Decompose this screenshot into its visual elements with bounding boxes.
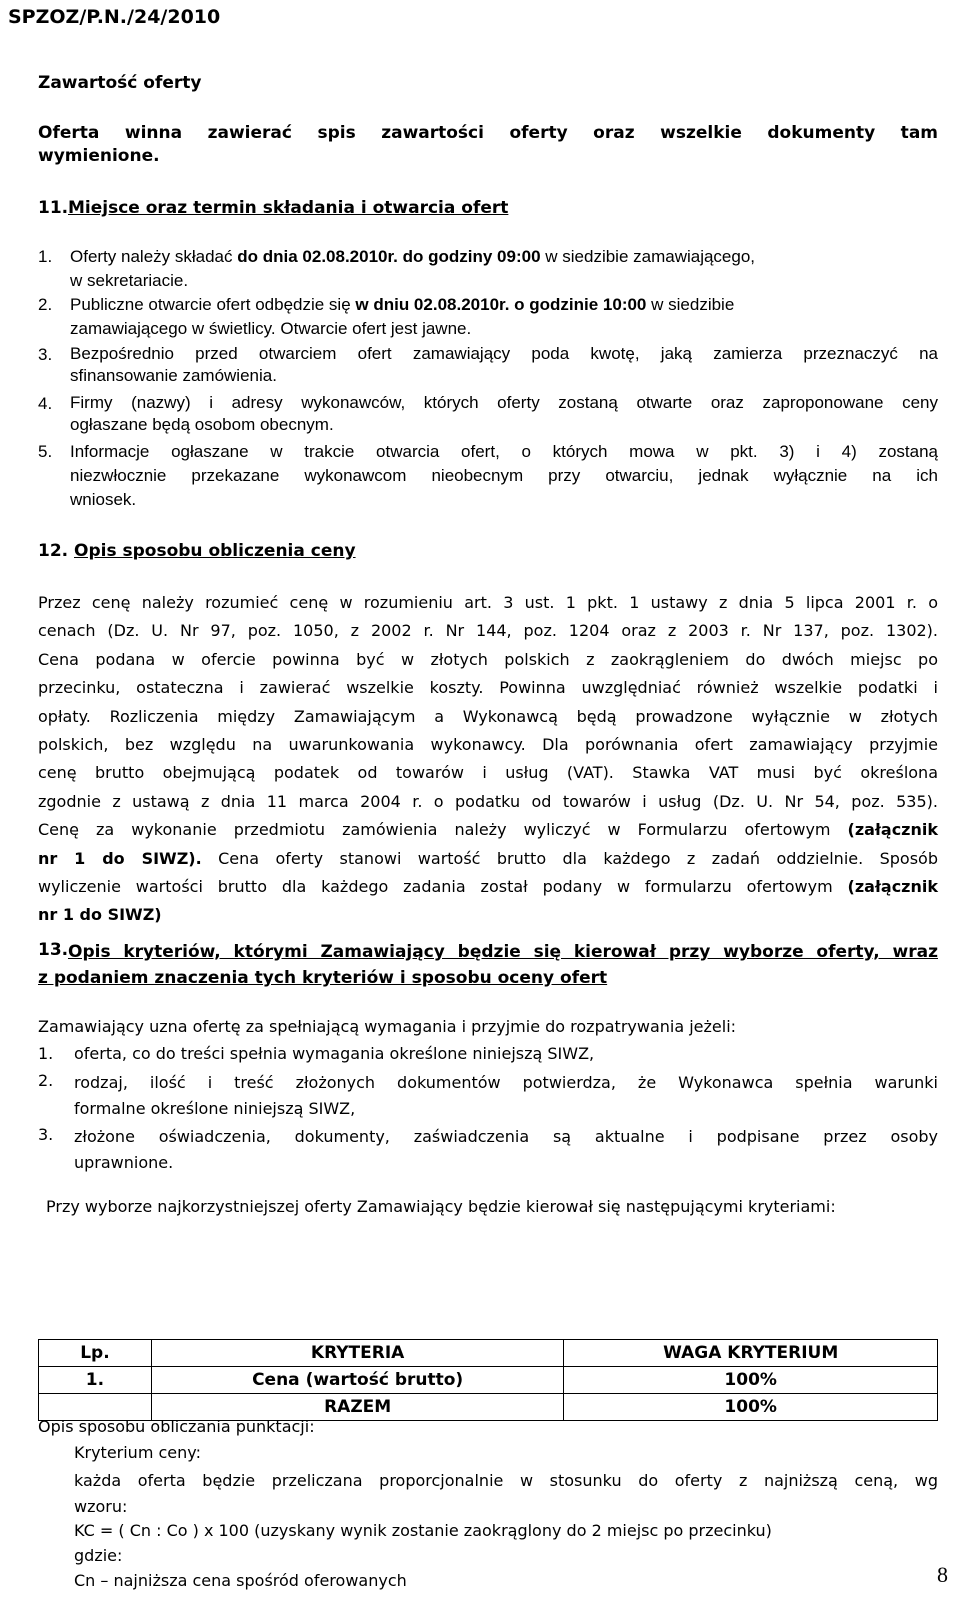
s11-item-5-line-3: wniosek.	[70, 490, 137, 509]
table-row	[39, 1367, 938, 1394]
price-paragraph	[38, 589, 938, 930]
price-line-11-bold: (załącznik	[847, 877, 938, 897]
section-12-number: 12.	[38, 541, 69, 561]
section-12-title: Opis sposobu obliczenia ceny	[74, 541, 356, 561]
s11-item-1-date: do dnia 02.08.2010r. do godziny 09:00	[237, 247, 541, 266]
price-line-11-text: wyliczenie wartości brutto dla każdego zadania został podany w formularzu ofertowym	[38, 877, 848, 897]
price-line-8: zgodnie z ustawą z dnia 11 marca 2004 r. o podatku od towarów i usług (Dz. U. Nr 54, poz. 535).	[38, 791, 938, 811]
acceptance-2-number: 2.	[38, 1071, 54, 1090]
s11-item-5-line-2: niezwłocznie przekazane wykonawcom nieobecnym przy otwarciu, jednak wyłącznie na ich	[70, 466, 938, 485]
price-line-4: przecinku, ostateczna i zawierać wszelkie koszty. Powinna uwzględniać również wszelkie podatki i	[38, 678, 938, 698]
section-13-number: 13.	[38, 940, 69, 960]
s11-item-4-line-2: ogłaszane będą osobom obecnym.	[70, 415, 334, 434]
table-cell-lp: 1.	[39, 1367, 152, 1394]
section-13-title-line-2: z podaniem znaczenia tych kryteriów i sposobu oceny ofert	[38, 968, 608, 988]
price-criterion-text	[74, 1468, 938, 1520]
acceptance-3-number: 3.	[38, 1125, 54, 1144]
contents-paragraph	[38, 122, 938, 168]
s11-item-2-text-a: Publiczne otwarcie ofert odbędzie się	[70, 295, 356, 314]
table-cell-weight: 100%	[564, 1367, 938, 1394]
acceptance-intro: Zamawiający uzna ofertę za spełniającą wymagania i przyjmie do rozpatrywania jeżeli:	[38, 1017, 737, 1036]
table-header-weight: WAGA KRYTERIUM	[564, 1340, 938, 1367]
acceptance-1-text: oferta, co do treści spełnia wymagania określone niniejszą SIWZ,	[74, 1044, 595, 1063]
acceptance-3-line-1: złożone oświadczenia, dokumenty, zaświadczenia są aktualne i podpisane przez osoby	[74, 1127, 938, 1146]
s11-item-2-line-2: zamawiającego w świetlicy. Otwarcie ofert jest jawne.	[70, 319, 472, 338]
price-line-10-bold: nr 1 do SIWZ).	[38, 848, 202, 868]
s11-item-2-number: 2.	[38, 295, 53, 314]
formula-where: gdzie:	[74, 1546, 123, 1565]
s11-item-4-line-1: Firmy (nazwy) i adresy wykonawców, których oferty zostaną otwarte oraz zaproponowane ceny	[70, 393, 938, 412]
section-11-title: Miejsce oraz termin składania i otwarcia ofert	[68, 198, 509, 218]
acceptance-2-line-2: formalne określone niniejszą SIWZ,	[74, 1099, 356, 1118]
s11-item-3	[70, 343, 938, 387]
criteria-table	[38, 1339, 938, 1421]
section-13-title-line-1: Opis kryteriów, którymi Zamawiający będzie się kierował przy wyborze oferty, wraz	[68, 942, 938, 962]
contents-line-2: wymienione.	[38, 146, 160, 166]
price-formula: KC = ( Cn : Co ) x 100 (uzyskany wynik zostanie zaokrąglony do 2 miejsc po przecinku)	[74, 1521, 772, 1540]
s11-item-5	[70, 440, 938, 512]
price-line-12: nr 1 do SIWZ)	[38, 905, 162, 925]
table-cell-weight: 100%	[564, 1394, 938, 1421]
s11-item-3-number: 3.	[38, 345, 53, 364]
price-line-2: cenach (Dz. U. Nr 97, poz. 1050, z 2002 r. Nr 144, poz. 1204 oraz z 2003 r. Nr 137, poz. 1302).	[38, 621, 938, 641]
s11-item-1-line-2: w sekretariacie.	[70, 271, 189, 290]
section-11-number: 11.	[38, 198, 69, 218]
price-line-10	[38, 845, 938, 873]
scoring-title: Opis sposobu obliczania punktacji:	[38, 1417, 315, 1436]
criteria-intro: Przy wyborze najkorzystniejszej oferty Zamawiający będzie kierował się następującymi kryteriami:	[46, 1197, 836, 1216]
s11-item-4-number: 4.	[38, 394, 53, 413]
price-line-9	[38, 816, 938, 844]
s11-item-1-text-c: w siedzibie zamawiającego,	[540, 247, 756, 266]
s11-item-1-number: 1.	[38, 247, 53, 266]
price-line-11	[38, 873, 938, 901]
s11-item-3-line-2: sfinansowanie zamówienia.	[70, 366, 277, 385]
acceptance-2	[74, 1070, 938, 1122]
acceptance-2-line-1: rodzaj, ilość i treść złożonych dokumentów potwierdza, że Wykonawca spełnia warunki	[74, 1073, 938, 1092]
s11-item-3-line-1: Bezpośrednio przed otwarciem ofert zamawiający poda kwotę, jaką zamierza przeznaczyć na	[70, 344, 938, 363]
formula-cn: Cn – najniższa cena spośród oferowanych	[74, 1571, 407, 1590]
s11-item-1-text-a: Oferty należy składać	[70, 247, 238, 266]
price-line-3: Cena podana w ofercie powinna być w złotych polskich z zaokrągleniem do dwóch miejsc po	[38, 649, 938, 669]
price-line-6: polskich, bez względu na uwarunkowania wykonawcy. Dla porównania ofert zamawiający przyjmie	[38, 735, 938, 755]
contents-line-1: Oferta winna zawierać spis zawartości oferty oraz wszelkie dokumenty tam	[38, 123, 938, 143]
price-criterion-line-1: każda oferta będzie przeliczana proporcjonalnie w stosunku do oferty z najniższą ceną, wg	[74, 1471, 938, 1490]
price-line-5: opłaty. Rozliczenia między Zamawiającym a Wykonawcą będą prowadzone wyłącznie w złotych	[38, 706, 938, 726]
table-header-criteria: KRYTERIA	[151, 1340, 564, 1367]
s11-item-2	[70, 293, 938, 341]
price-line-1: Przez cenę należy rozumieć cenę w rozumieniu art. 3 ust. 1 pkt. 1 ustawy z dnia 5 lipca 2001 r. o	[38, 593, 938, 612]
s11-item-5-number: 5.	[38, 442, 53, 461]
price-line-10-text: Cena oferty stanowi wartość brutto dla każdego z zadań oddzielnie. Sposób	[201, 848, 939, 868]
s11-item-4	[70, 392, 938, 436]
section-13-title	[38, 939, 938, 991]
price-line-9-bold: (załącznik	[847, 820, 938, 840]
page-number: 8	[937, 1562, 948, 1587]
section-title-contents: Zawartość oferty	[38, 73, 202, 93]
acceptance-1-number: 1.	[38, 1044, 54, 1063]
document-code: SPZOZ/P.N./24/2010	[8, 6, 221, 28]
s11-item-5-line-1: Informacje ogłaszane w trakcie otwarcia ofert, o których mowa w pkt. 3) i 4) zostaną	[70, 442, 938, 461]
s11-item-1	[70, 245, 938, 293]
price-line-9-text: Cenę za wykonanie przedmiotu zamówienia należy wyliczyć w Formularzu ofertowym	[38, 820, 848, 840]
s11-item-2-text-c: w siedzibie	[646, 295, 735, 314]
table-cell-criteria: RAZEM	[151, 1394, 564, 1421]
table-header-lp: Lp.	[39, 1340, 152, 1367]
table-cell-criteria: Cena (wartość brutto)	[151, 1367, 564, 1394]
table-header-row	[39, 1340, 938, 1367]
s11-item-2-date: w dniu 02.08.2010r. o godzinie 10:00	[355, 295, 647, 314]
acceptance-3-line-2: uprawnione.	[74, 1153, 174, 1172]
price-line-7: cenę brutto obejmującą podatek od towarów i usług (VAT). Stawka VAT musi być określona	[38, 763, 938, 783]
price-criterion-line-2: wzoru:	[74, 1497, 128, 1516]
price-criterion-title: Kryterium ceny:	[74, 1443, 201, 1462]
acceptance-3	[74, 1124, 938, 1176]
